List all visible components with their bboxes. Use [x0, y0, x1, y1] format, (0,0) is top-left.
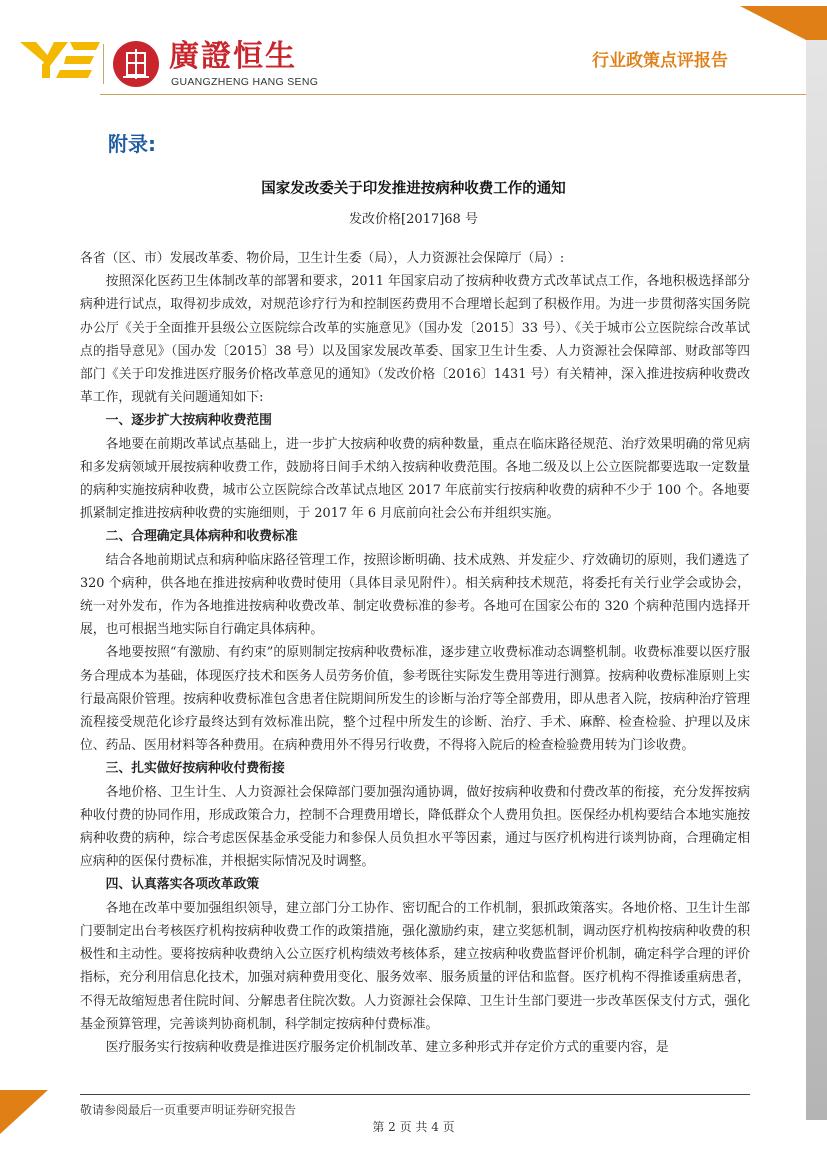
section-heading: 三、扎实做好按病种收付费衔接	[105, 761, 285, 777]
paragraph: 各地要在前期改革试点基础上，进一步扩大按病种收费的病种数量，重点在临床路径规范、治疗效果明确的常见病和多发病领域开展按病种收费工作，鼓励将日间手术纳入按病种收费范围。各地二级及以上公立医院都要选取一定数量的病种实施按病种收费，城市公立医院综合改革试点地区 2017 年底前实行按病种收费的病种不少于 100 个。各地要抓紧制定推进按病种收费的实施细则，于 2017 年 6 月底前向社会公布并组织实施。	[80, 436, 750, 522]
document-number: 发改价格[2017]68 号	[349, 212, 478, 227]
company-name-cn: 廣證恒生	[169, 39, 297, 74]
document-body	[80, 247, 750, 1059]
section-heading: 二、合理确定具体病种和收费标准	[105, 529, 298, 545]
report-type-label: 行业政策点评报告	[592, 51, 728, 71]
paragraph: 结合各地前期试点和病种临床路径管理工作，按照诊断明确、技术成熟、并发症少、疗效确切的原则，我们遴选了 320 个病种，供各地在推进按病种收费时使用（具体目录见附件）。相关病种技术规范，将委托有关行业学会或协会，统一对外发布，作为各地推进按病种收费改革、制定收费标准的参考。各地可在国家公布的 320 个病种范围内选择开展，也可根据当地实际自行确定具体病种。	[80, 552, 750, 638]
corner-decoration-icon	[740, 6, 827, 40]
section-heading: 一、逐步扩大按病种收费范围	[105, 413, 272, 429]
paragraph: 各地价格、卫生计生、人力资源社会保障部门要加强沟通协调，做好按病种收费和付费改革的衔接，充分发挥按病种收付费的协同作用，形成政策合力，控制不合理费用增长，降低群众个人费用负担。医保经办机构要结合本地实施按病种收费的病种，综合考虑医保基金承受能力和参保人员负担水平等因素，通过与医疗机构进行谈判协商，合理确定相应病种的医保付费标准，并根据实际情况及时调整。	[80, 784, 750, 870]
appendix-heading: 附录:	[108, 132, 156, 156]
page-number: 第 2 页 共 4 页	[372, 1120, 455, 1134]
footer-disclaimer: 敬请参阅最后一页重要声明证券研究报告	[80, 1103, 297, 1117]
section-heading: 四、认真落实各项改革政策	[105, 877, 260, 893]
paragraph: 各地要按照“有激励、有约束”的原则制定按病种收费标准，逐步建立收费标准动态调整机制。收费标准要以医疗服务合理成本为基础，体现医疗技术和医务人员劳务价值，参考既往实际发生费用等进行测算。按病种收费标准原则上实行最高限价管理。按病种收费标准包含患者住院期间所发生的诊断与治疗等全部费用，即从患者入院，按病种治疗管理流程接受规范化诊疗最终达到有效标准出院，整个过程中所发生的诊断、治疗、手术、麻醉、检查检验、护理以及床位、药品、医用材料等各种费用。在病种费用外不得另行收费，不得将入院后的检查检验费用转为门诊收费。	[80, 645, 750, 754]
document-title: 国家发改委关于印发推进按病种收费工作的通知	[261, 181, 566, 197]
footer-divider	[80, 1094, 750, 1095]
header-divider	[103, 44, 104, 84]
paragraph: 医疗服务实行按病种收费是推进医疗服务定价机制改革、建立多种形式并存定价方式的重要内容，是	[105, 1039, 669, 1055]
paragraph: 各地在改革中要加强组织领导，建立部门分工协作、密切配合的工作机制，狠抓政策落实。各地价格、卫生计生部门要制定出台考核医疗机构按病种收费工作的政策措施，强化激励约束，建立奖惩机制，调动医疗机构按病种收费的积极性和主动性。要将按病种收费纳入公立医疗机构绩效考核体系，建立按病种收费监督评价机制，确定科学合理的评价指标，充分利用信息化技术，加强对病种费用变化、服务效率、服务质量的评估和监督。医疗机构不得推诿重病患者，不得无故缩短患者住院时间、分解患者住院次数。人力资源社会保障、卫生计生部门要进一步改革医保支付方式，强化基金预算管理，完善谈判协商机制，科学制定按病种付费标准。	[80, 900, 750, 1032]
company-seal-icon	[113, 41, 159, 87]
company-name-en: GUANGZHENG HANG SENG	[171, 76, 319, 88]
paragraph: 按照深化医药卫生体制改革的部署和要求，2011 年国家启动了按病种收费方式改革试点工作，各地积极选择部分病种进行试点，取得初步成效，对规范诊疗行为和控制医药费用不合理增长起到了积极作用。为进一步贯彻落实国务院办公厅《关于全面推开县级公立医院综合改革的实施意见》（国办发〔2015〕33 号）、《关于城市公立医院综合改革试点的指导意见》（国办发〔2015〕38 号）以及国家发展改革委、国家卫生计生委、人力资源社会保障部、财政部等四部门《关于印发推进医疗服务价格改革意见的通知》（发改价格〔2016〕1431 号）有关精神，深入推进按病种收费改革工作，现就有关问题通知如下:	[80, 274, 750, 406]
right-side-bar	[806, 40, 827, 1120]
header-divider-line	[100, 94, 806, 95]
brand-logo-icon	[20, 40, 102, 80]
paragraph: 各省（区、市）发展改革委、物价局，卫生计生委（局），人力资源社会保障厅（局）:	[80, 251, 565, 266]
